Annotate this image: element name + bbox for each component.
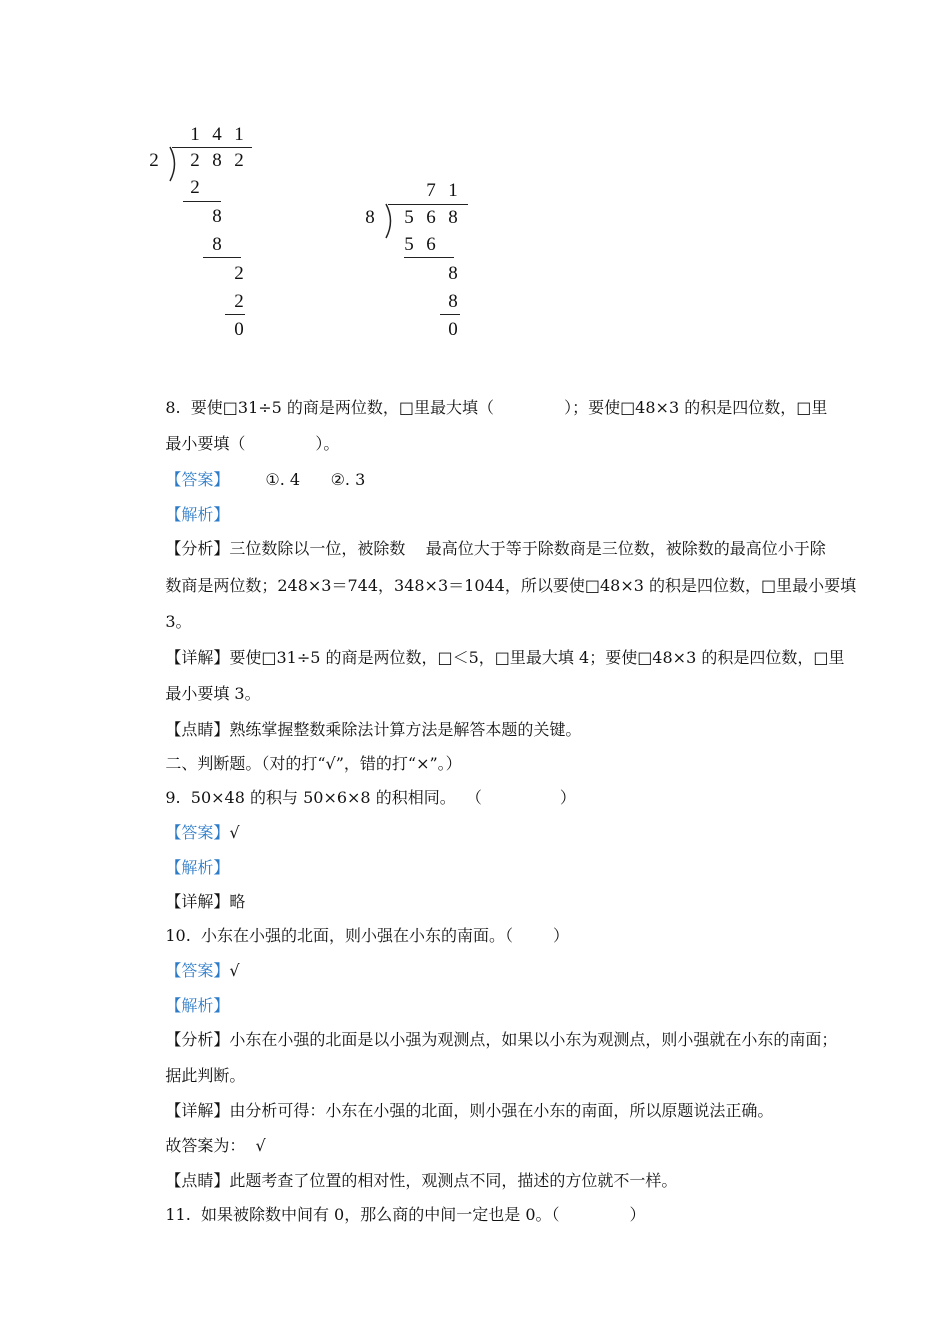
step-digit: 0 bbox=[234, 319, 244, 340]
q10-question-text-b: ） bbox=[552, 926, 569, 945]
q8-question-text-a: 8. 要使□31÷5 的商是两位数，□里最大填（ bbox=[165, 398, 495, 417]
analysis-tag: 【解析】 bbox=[165, 996, 230, 1015]
xiangjie-text: 要使□31÷5 的商是两位数，□＜5，□里最大填 4；要使□48×3 的积是四位数，□里 bbox=[229, 648, 845, 667]
dividend-digit: 2 bbox=[234, 150, 244, 171]
q10-question-text-a: 10. 小东在小强的北面，则小强在小东的南面。（ bbox=[165, 926, 513, 945]
divisor: 2 bbox=[149, 150, 159, 171]
q8-question-text-b: ）；要使□48×3 的积是四位数，□里 bbox=[564, 398, 828, 417]
xiangjie-tag: 【详解】 bbox=[165, 648, 230, 667]
step-digit: 2 bbox=[190, 177, 200, 198]
dianjing-text: 此题考查了位置的相对性，观测点不同，描述的方位就不一样。 bbox=[229, 1171, 678, 1190]
step-digit: 5 bbox=[404, 234, 414, 255]
analysis-tag: 【解析】 bbox=[165, 505, 230, 524]
dividend-digit: 8 bbox=[212, 150, 222, 171]
quotient-digit: 4 bbox=[212, 124, 222, 145]
fenxi-text: 据此判断。 bbox=[165, 1066, 246, 1085]
fenxi-text: 三位数除以一位，被除数 最高位大于等于除数商是三位数，被除数的最高位小于除 bbox=[229, 539, 826, 558]
step-line bbox=[404, 257, 454, 258]
division-bar bbox=[388, 204, 468, 205]
answer-tag: 【答案】 bbox=[165, 823, 230, 842]
long-division-568-by-8 bbox=[0, 0, 480, 350]
step-digit: 2 bbox=[234, 291, 244, 312]
answer-tag: 【答案】 bbox=[165, 470, 230, 489]
dianjing-text: 熟练掌握整数乘除法计算方法是解答本题的关键。 bbox=[229, 720, 582, 739]
quotient-digit: 1 bbox=[234, 124, 244, 145]
answer-text: √ bbox=[229, 961, 240, 980]
step-digit: 2 bbox=[234, 263, 244, 284]
analysis-tag: 【解析】 bbox=[165, 858, 230, 877]
quotient-digit: 1 bbox=[190, 124, 200, 145]
quotient-digit: 1 bbox=[448, 180, 458, 201]
answer-text: √ bbox=[229, 823, 240, 842]
q11-question bbox=[145, 1185, 646, 1245]
dianjing-tag: 【点睛】 bbox=[165, 720, 230, 739]
step-digit: 8 bbox=[212, 234, 222, 255]
xiangjie-text: 略 bbox=[229, 892, 246, 911]
quotient-digit: 7 bbox=[426, 180, 436, 201]
division-bracket bbox=[380, 204, 396, 240]
dividend-digit: 6 bbox=[426, 207, 436, 228]
dividend-digit: 5 bbox=[404, 207, 414, 228]
section-title-text: 二、判断题。（对的打“√”，错的打“×”。） bbox=[165, 754, 462, 773]
step-digit: 0 bbox=[448, 319, 458, 340]
dianjing-tag: 【点睛】 bbox=[165, 1171, 230, 1190]
fenxi-tag: 【分析】 bbox=[165, 1030, 230, 1049]
fenxi-text: 3。 bbox=[165, 612, 192, 631]
answer-text: ①. 4 ②. 3 bbox=[265, 470, 366, 489]
xiangjie-tag: 【详解】 bbox=[165, 1101, 230, 1120]
fenxi-tag: 【分析】 bbox=[165, 539, 230, 558]
fenxi-text: 小东在小强的北面是以小强为观测点，如果以小东为观测点，则小强就在小东的南面； bbox=[229, 1030, 838, 1049]
q8-question-text-d: ）。 bbox=[315, 434, 340, 453]
q9-question-text-b: ） bbox=[559, 788, 576, 807]
divisor: 8 bbox=[365, 207, 375, 228]
q11-question-text-a: 11. 如果被除数中间有 0，那么商的中间一定也是 0。（ bbox=[165, 1205, 560, 1224]
step-digit: 8 bbox=[212, 206, 222, 227]
q11-question-text-b: ） bbox=[629, 1205, 646, 1224]
q10-fenxi-line-1 bbox=[145, 1010, 837, 1070]
fenxi-text: 数商是两位数；248×3＝744，348×3＝1044，所以要使□48×3 的积是四位数，□里最小要填 bbox=[165, 576, 857, 595]
step-digit: 8 bbox=[448, 291, 458, 312]
answer-tag: 【答案】 bbox=[165, 961, 230, 980]
q8-question-text-c: 最小要填（ bbox=[165, 434, 246, 453]
step-line bbox=[440, 314, 460, 315]
q8-fenxi-line-2 bbox=[145, 556, 856, 616]
q9-question-text-a: 9. 50×48 的积与 50×6×8 的积相同。 （ bbox=[165, 788, 482, 807]
dividend-digit: 2 bbox=[190, 150, 200, 171]
xiangjie-tag: 【详解】 bbox=[165, 892, 230, 911]
xiangjie-text: 由分析可得：小东在小强的北面，则小强在小东的南面，所以原题说法正确。 bbox=[229, 1101, 774, 1120]
conclusion-text: 故答案为： √ bbox=[165, 1136, 266, 1155]
step-digit: 6 bbox=[426, 234, 436, 255]
xiangjie-text: 最小要填 3。 bbox=[165, 684, 261, 703]
step-digit: 8 bbox=[448, 263, 458, 284]
dividend-digit: 8 bbox=[448, 207, 458, 228]
